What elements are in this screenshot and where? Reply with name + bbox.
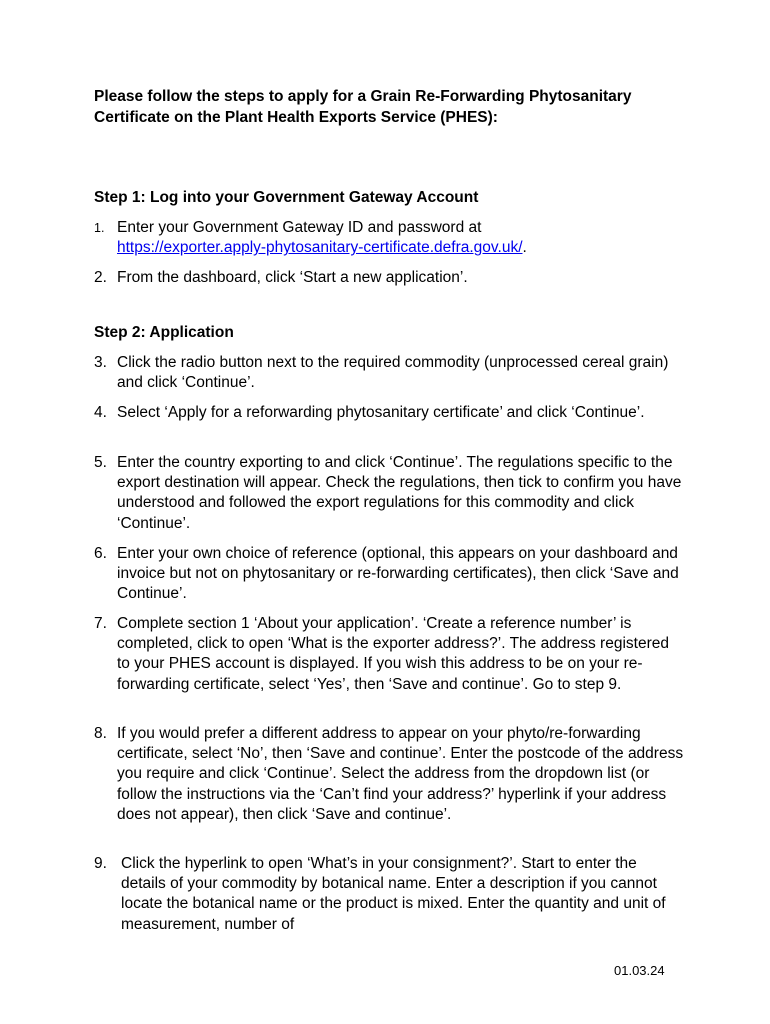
- list-item-4: [94, 403, 684, 423]
- exporter-service-link[interactable]: https://exporter.apply-phytosanitary-certificate.defra.gov.uk/: [117, 239, 523, 257]
- list-item-2: [94, 268, 684, 288]
- list-item-5: [94, 453, 684, 534]
- list-item-number: 2.: [94, 269, 107, 286]
- list-item-6: [94, 544, 684, 605]
- list-item-number: 4.: [94, 404, 107, 421]
- step-1-heading: Step 1: Log into your Government Gateway Account: [94, 189, 479, 206]
- list-item-7: [94, 614, 684, 695]
- list-item-text: If you would prefer a different address to appear on your phyto/re-forwarding certificate, select ‘No’, then ‘Save and continue’. Enter the postcode of the address you require and click ‘Continue’. Select the address from the dropdown list (or follow the instructions via the ‘Can’t find your address?’ hyperlink if your address does not appear), then click ‘Save and continue’.: [117, 725, 684, 823]
- intro-paragraph: Please follow the steps to apply for a Grain Re-Forwarding Phytosanitary Certificate on the Plant Health Exports Service (PHES):: [94, 88, 632, 126]
- footer-date: 01.03.24: [614, 963, 665, 978]
- list-item-text: Complete section 1 ‘About your application’. ‘Create a reference number’ is completed, click to open ‘What is the exporter address?’. The address registered to your PHES account is displayed. If you wish this address to be on your re-forwarding certificate, select ‘Yes’, then ‘Save and continue’. Go to step 9.: [117, 615, 669, 693]
- list-item-text: Select ‘Apply for a reforwarding phytosanitary certificate’ and click ‘Continue’.: [117, 404, 645, 421]
- list-item-number: 8.: [94, 725, 107, 742]
- list-item-number: 9.: [94, 855, 107, 872]
- list-item-1: [94, 218, 684, 258]
- list-item-text: Click the radio button next to the required commodity (unprocessed cereal grain) and click ‘Continue’.: [117, 354, 669, 392]
- list-item-number: 1.: [94, 221, 105, 235]
- step-2-heading: Step 2: Application: [94, 324, 234, 341]
- list-item-3: [94, 353, 684, 393]
- list-item-number: 3.: [94, 354, 107, 371]
- list-item-8: [94, 724, 684, 825]
- list-item-number: 7.: [94, 615, 107, 632]
- list-item-text-before: Enter your Government Gateway ID and password at: [117, 219, 482, 236]
- list-item-text: Enter the country exporting to and click ‘Continue’. The regulations specific to the export destination will appear. Check the regulations, then tick to confirm you have understood and followed the export regulations for this commodity and click ‘Continue’.: [117, 454, 682, 532]
- list-item-text: From the dashboard, click ‘Start a new application’.: [117, 269, 468, 286]
- list-item-text-after: .: [522, 239, 527, 257]
- list-item-number: 5.: [94, 454, 107, 471]
- list-item-text: Click the hyperlink to open ‘What’s in your consignment?’. Start to enter the details of your commodity by botanical name. Enter a description if you cannot locate the botanical name or the product is mixed. Enter the quantity and unit of measurement, number of: [121, 855, 666, 933]
- list-item-number: 6.: [94, 545, 107, 562]
- list-item-9: [94, 854, 684, 935]
- list-item-text: [117, 218, 684, 258]
- list-item-text: Enter your own choice of reference (optional, this appears on your dashboard and invoice but not on phytosanitary or re-forwarding certificates), then click ‘Save and Continue’.: [117, 545, 679, 603]
